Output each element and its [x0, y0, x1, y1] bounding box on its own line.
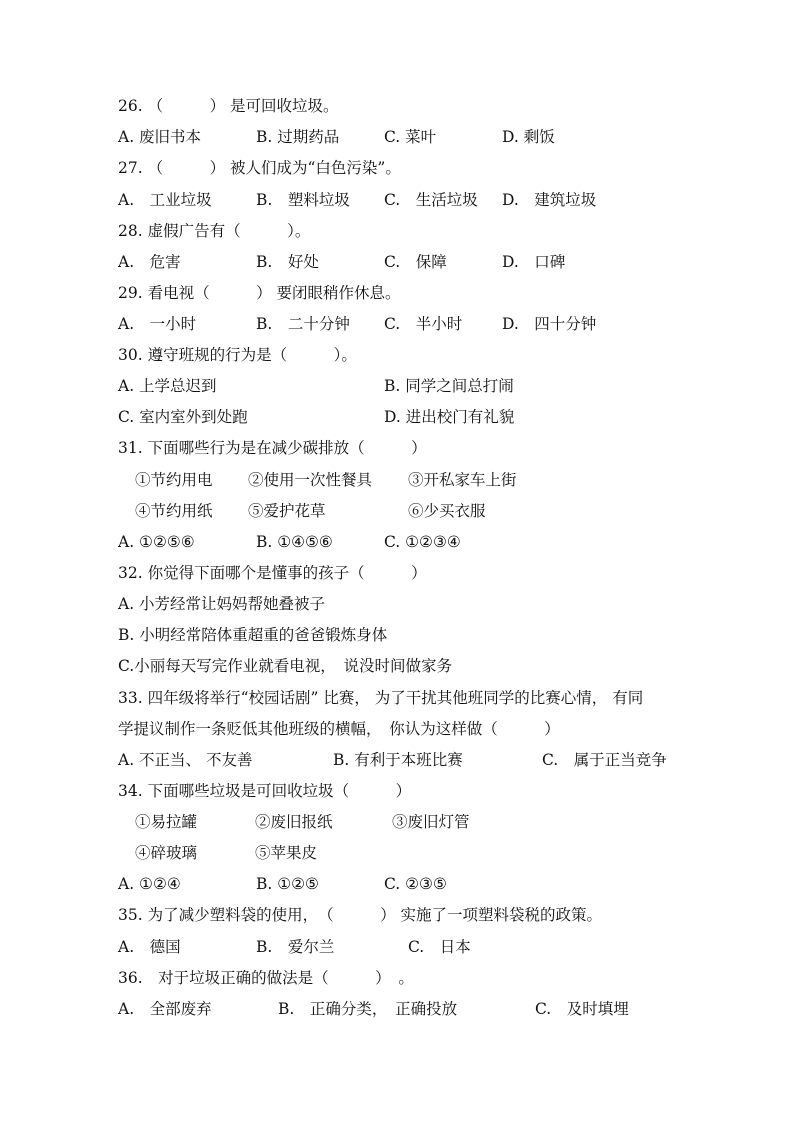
option-a: A. 工业垃圾 — [118, 191, 212, 209]
list-item: ②使用一次性餐具 — [248, 471, 373, 489]
list-item: ④节约用纸 — [135, 502, 213, 520]
option-b: B. 塑料垃圾 — [256, 191, 350, 209]
list-item: ⑥少买衣服 — [408, 502, 486, 520]
question-34 — [0, 778, 794, 804]
option-b: B. 同学之间总打闹 — [384, 377, 514, 395]
question-28-options — [0, 249, 794, 275]
option-b: B. 好处 — [256, 253, 319, 271]
question-stem: 30. 遵守班规的行为是（ ）。 — [118, 346, 357, 364]
option-b: B. ①④⑤⑥ — [256, 533, 333, 551]
option-c: C.小丽每天写完作业就看电视， 说没时间做家务 — [118, 657, 452, 675]
question-33-options — [0, 747, 794, 773]
option-b: B. 正确分类， 正确投放 — [278, 1000, 458, 1018]
option-a: A. 全部废弃 — [118, 1000, 212, 1018]
list-item: ①节约用电 — [135, 471, 213, 489]
option-b: B. 小明经常陪体重超重的爸爸锻炼身体 — [118, 626, 388, 644]
question-31 — [0, 435, 794, 461]
question-30-options-row1 — [0, 373, 794, 399]
question-stem: 31. 下面哪些行为是在减少碳排放（ ） — [118, 439, 427, 457]
question-34-items-row1 — [0, 809, 794, 835]
option-a: A. ①②⑤⑥ — [118, 533, 195, 551]
option-c: C. ②③⑤ — [384, 875, 447, 893]
option-b: B. 过期药品 — [256, 128, 340, 146]
question-27-options — [0, 187, 794, 213]
question-28 — [0, 218, 794, 244]
option-b: B. 有利于本班比赛 — [333, 751, 463, 769]
option-a: A. 上学总迟到 — [118, 377, 217, 395]
option-a: A. 危害 — [118, 253, 181, 271]
question-stem: 33. 四年级将举行“校园话剧” 比赛， 为了干扰其他班同学的比赛心情， 有同 — [118, 689, 644, 707]
list-item: ⑤爱护花草 — [248, 502, 326, 520]
option-b: B. 二十分钟 — [256, 315, 350, 333]
question-33-continued — [0, 716, 794, 742]
question-29-options — [0, 311, 794, 337]
question-stem: 26. （ ） 是可回收垃圾。 — [118, 97, 339, 115]
question-31-items-row2 — [0, 498, 794, 524]
question-stem: 29. 看电视（ ） 要闭眼稍作休息。 — [118, 284, 401, 302]
question-32-option-b — [0, 622, 794, 648]
list-item: ④碎玻璃 — [135, 844, 198, 862]
option-c: C. 属于正当竞争 — [542, 751, 667, 769]
question-26-options — [0, 124, 794, 150]
question-27 — [0, 155, 794, 181]
question-31-items-row1 — [0, 467, 794, 493]
question-stem: 36. 对于垃圾正确的做法是（ ） 。 — [118, 969, 414, 987]
list-item: ③开私家车上街 — [408, 471, 517, 489]
question-34-items-row2 — [0, 840, 794, 866]
question-32-option-a — [0, 591, 794, 617]
option-d: D. 建筑垃圾 — [502, 191, 597, 209]
question-32 — [0, 560, 794, 586]
question-26 — [0, 93, 794, 119]
question-stem-continued: 学提议制作一条贬低其他班级的横幅， 你认为这样做（ ） — [118, 720, 560, 738]
question-stem: 28. 虚假广告有（ ）。 — [118, 222, 311, 240]
question-36 — [0, 965, 794, 991]
question-36-options — [0, 996, 794, 1022]
question-30-options-row2 — [0, 404, 794, 430]
option-c: C. 及时填埋 — [535, 1000, 629, 1018]
question-stem: 35. 为了减少塑料袋的使用， （ ） 实施了一项塑料袋税的政策。 — [118, 906, 603, 924]
question-stem: 34. 下面哪些垃圾是可回收垃圾（ ） — [118, 782, 412, 800]
option-b: B. 爱尔兰 — [256, 938, 335, 956]
question-31-options — [0, 529, 794, 555]
option-a: A. ①②④ — [118, 875, 181, 893]
option-b: B. ①②⑤ — [256, 875, 319, 893]
option-c: C. 室内室外到处跑 — [118, 408, 248, 426]
list-item: ⑤苹果皮 — [255, 844, 318, 862]
option-d: D. 剩饭 — [502, 128, 555, 146]
question-30 — [0, 342, 794, 368]
option-d: D. 口碑 — [502, 253, 566, 271]
option-c: C. 生活垃圾 — [384, 191, 478, 209]
option-a: A. 德国 — [118, 938, 181, 956]
option-a: A. 废旧书本 — [118, 128, 202, 146]
question-34-options — [0, 871, 794, 897]
question-33 — [0, 685, 794, 711]
option-a: A. 不正当、 不友善 — [118, 751, 253, 769]
question-stem: 32. 你觉得下面哪个是懂事的孩子（ ） — [118, 564, 427, 582]
option-d: D. 进出校门有礼貌 — [384, 408, 515, 426]
option-c: C. 菜叶 — [384, 128, 437, 146]
list-item: ③废旧灯管 — [392, 813, 470, 831]
question-32-option-c — [0, 653, 794, 679]
option-c: C. 日本 — [408, 938, 471, 956]
question-stem: 27. （ ） 被人们成为“白色污染”。 — [118, 159, 401, 177]
option-c: C. 半小时 — [384, 315, 463, 333]
option-a: A. 小芳经常让妈妈帮她叠被子 — [118, 595, 326, 613]
question-35 — [0, 902, 794, 928]
question-29 — [0, 280, 794, 306]
option-a: A. 一小时 — [118, 315, 197, 333]
question-35-options — [0, 934, 794, 960]
list-item: ①易拉罐 — [135, 813, 198, 831]
list-item: ②废旧报纸 — [255, 813, 333, 831]
option-c: C. 保障 — [384, 253, 447, 271]
option-c: C. ①②③④ — [384, 533, 461, 551]
option-d: D. 四十分钟 — [502, 315, 597, 333]
